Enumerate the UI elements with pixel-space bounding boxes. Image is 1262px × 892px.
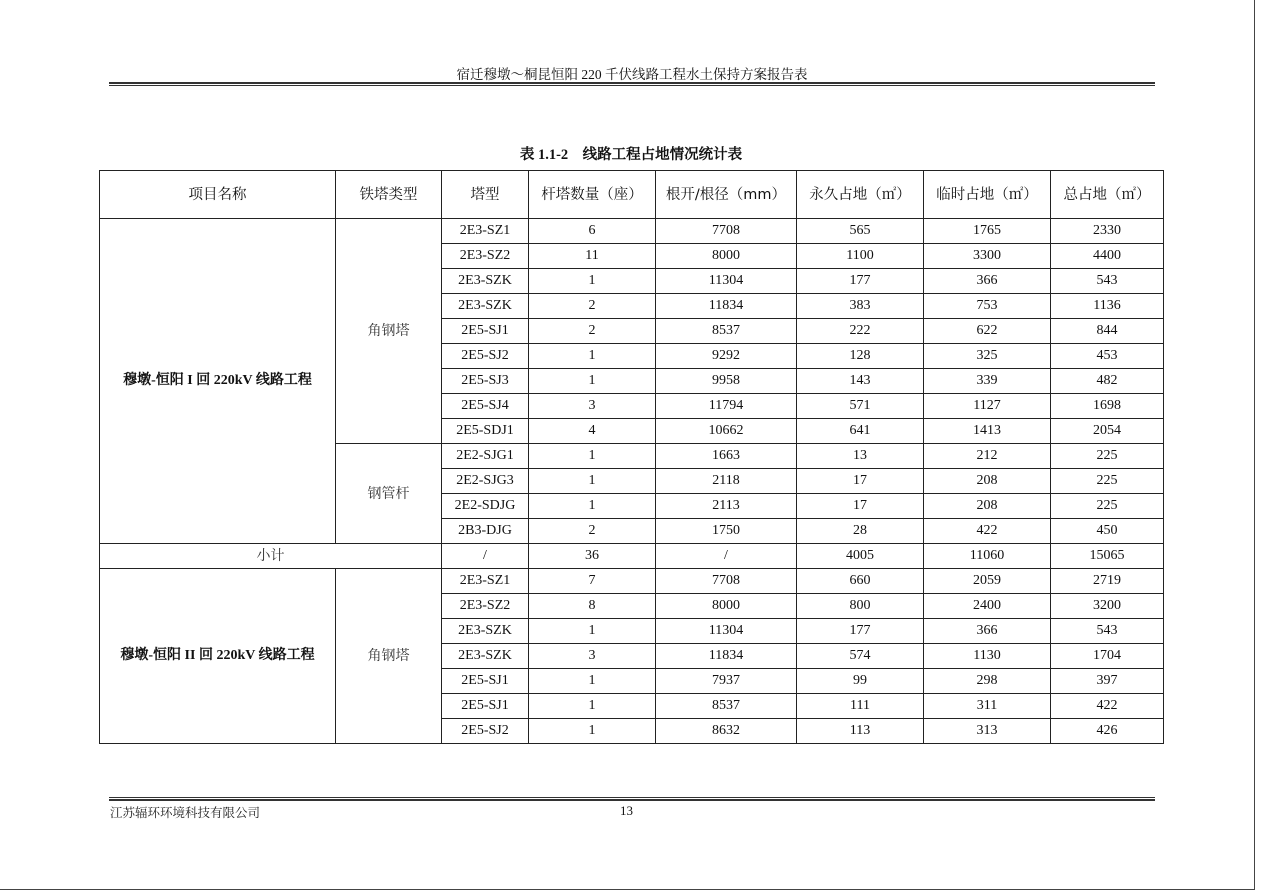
table-cell: 1750 (656, 519, 797, 544)
table-cell: 2E5-SJ3 (442, 369, 529, 394)
table-cell: 844 (1051, 319, 1164, 344)
table-cell: 1 (529, 444, 656, 469)
table-cell: 208 (924, 494, 1051, 519)
column-header: 永久占地（㎡） (797, 171, 924, 219)
table-cell: 1413 (924, 419, 1051, 444)
subtotal-cell: 36 (529, 544, 656, 569)
table-cell: 2E3-SZK (442, 294, 529, 319)
table-cell: 426 (1051, 719, 1164, 744)
table-cell: 3 (529, 644, 656, 669)
table-cell: 543 (1051, 269, 1164, 294)
table-cell: 1136 (1051, 294, 1164, 319)
table-cell: 111 (797, 694, 924, 719)
table-cell: 28 (797, 519, 924, 544)
table-cell: 622 (924, 319, 1051, 344)
table-cell: 397 (1051, 669, 1164, 694)
table-cell: 325 (924, 344, 1051, 369)
table-cell: 2E5-SJ2 (442, 344, 529, 369)
table-cell: 313 (924, 719, 1051, 744)
table-cell: 9292 (656, 344, 797, 369)
table-cell: 8537 (656, 319, 797, 344)
table-cell: 17 (797, 469, 924, 494)
table-cell: 225 (1051, 444, 1164, 469)
table-cell: 1663 (656, 444, 797, 469)
tower-type-cell: 钢管杆 (336, 444, 442, 544)
table-cell: 2E3-SZ2 (442, 594, 529, 619)
table-cell: 7 (529, 569, 656, 594)
table-cell: 11304 (656, 269, 797, 294)
table-cell: 1 (529, 369, 656, 394)
table-cell: 2E2-SDJG (442, 494, 529, 519)
column-header: 总占地（㎡） (1051, 171, 1164, 219)
table-cell: 1 (529, 269, 656, 294)
table-cell: 339 (924, 369, 1051, 394)
header-rule (109, 82, 1155, 86)
table-cell: 13 (797, 444, 924, 469)
table-cell: 1130 (924, 644, 1051, 669)
column-header: 塔型 (442, 171, 529, 219)
table-cell: 453 (1051, 344, 1164, 369)
table-cell: 543 (1051, 619, 1164, 644)
table-cell: 1 (529, 719, 656, 744)
table-cell: 11834 (656, 644, 797, 669)
table-cell: 1704 (1051, 644, 1164, 669)
table-cell: 1 (529, 694, 656, 719)
table-cell: 2E3-SZ1 (442, 219, 529, 244)
header-title: 宿迁穆墩～桐昆恒阳 220 千伏线路工程水土保持方案报告表 (456, 67, 808, 82)
table-cell: 2E5-SJ1 (442, 694, 529, 719)
table-row (100, 219, 1164, 244)
table-cell: 99 (797, 669, 924, 694)
table-cell: 1 (529, 619, 656, 644)
table-cell: 177 (797, 619, 924, 644)
table-cell: 225 (1051, 494, 1164, 519)
table-cell: 1100 (797, 244, 924, 269)
table-cell: 177 (797, 269, 924, 294)
table-cell: 8000 (656, 244, 797, 269)
table-cell: 2059 (924, 569, 1051, 594)
table-cell: 4400 (1051, 244, 1164, 269)
table-cell: 6 (529, 219, 656, 244)
subtotal-cell: / (656, 544, 797, 569)
table-cell: 1 (529, 494, 656, 519)
table-cell: 8000 (656, 594, 797, 619)
table-cell: 482 (1051, 369, 1164, 394)
table-cell: 366 (924, 269, 1051, 294)
table-cell: 383 (797, 294, 924, 319)
table-caption: 表 1.1-2 线路工程占地情况统计表 (519, 147, 743, 163)
table-cell: 10662 (656, 419, 797, 444)
table-cell: 2E5-SJ1 (442, 319, 529, 344)
table-cell: 17 (797, 494, 924, 519)
table-cell: 2E3-SZ2 (442, 244, 529, 269)
table-cell: 450 (1051, 519, 1164, 544)
table-cell: 2E3-SZK (442, 644, 529, 669)
table-cell: 2 (529, 319, 656, 344)
table-cell: 2400 (924, 594, 1051, 619)
footer-company: 江苏辐环环境科技有限公司 (110, 805, 261, 820)
project-name-cell: 穆墩-恒阳 I 回 220kV 线路工程 (100, 219, 336, 544)
table-cell: 7708 (656, 569, 797, 594)
subtotal-cell: / (442, 544, 529, 569)
page-number: 13 (620, 803, 633, 818)
table-cell: 2719 (1051, 569, 1164, 594)
table-cell: 2 (529, 519, 656, 544)
table-cell: 1 (529, 669, 656, 694)
table-cell: 2E3-SZK (442, 619, 529, 644)
table-cell: 574 (797, 644, 924, 669)
subtotal-label: 小计 (100, 544, 442, 569)
table-cell: 2E2-SJG1 (442, 444, 529, 469)
table-row (100, 569, 1164, 594)
table-cell: 1 (529, 344, 656, 369)
land-use-table (99, 170, 1164, 744)
table-cell: 641 (797, 419, 924, 444)
column-header: 根开/根径（mm） (656, 171, 797, 219)
subtotal-cell: 11060 (924, 544, 1051, 569)
table-cell: 2 (529, 294, 656, 319)
table-cell: 11834 (656, 294, 797, 319)
table-cell: 311 (924, 694, 1051, 719)
table-cell: 11 (529, 244, 656, 269)
column-header: 临时占地（㎡） (924, 171, 1051, 219)
table-cell: 422 (1051, 694, 1164, 719)
table-cell: 212 (924, 444, 1051, 469)
table-cell: 660 (797, 569, 924, 594)
footer-rule (109, 797, 1155, 801)
table-cell: 222 (797, 319, 924, 344)
table-cell: 2118 (656, 469, 797, 494)
table-cell: 128 (797, 344, 924, 369)
table-cell: 3200 (1051, 594, 1164, 619)
table-cell: 4 (529, 419, 656, 444)
table-cell: 143 (797, 369, 924, 394)
table-cell: 8632 (656, 719, 797, 744)
table-cell: 2E3-SZK (442, 269, 529, 294)
table-cell: 9958 (656, 369, 797, 394)
table-body (100, 219, 1164, 744)
table-cell: 225 (1051, 469, 1164, 494)
column-header: 杆塔数量（座） (529, 171, 656, 219)
table-cell: 1765 (924, 219, 1051, 244)
column-header: 项目名称 (100, 171, 336, 219)
table-cell: 208 (924, 469, 1051, 494)
table-cell: 2E3-SZ1 (442, 569, 529, 594)
table-cell: 3300 (924, 244, 1051, 269)
table-cell: 2E2-SJG3 (442, 469, 529, 494)
subtotal-cell: 4005 (797, 544, 924, 569)
table-cell: 2E5-SJ4 (442, 394, 529, 419)
project-name-cell: 穆墩-恒阳 II 回 220kV 线路工程 (100, 569, 336, 744)
table-cell: 3 (529, 394, 656, 419)
table-cell: 11304 (656, 619, 797, 644)
table-cell: 2E5-SDJ1 (442, 419, 529, 444)
subtotal-cell: 15065 (1051, 544, 1164, 569)
table-cell: 571 (797, 394, 924, 419)
table-cell: 298 (924, 669, 1051, 694)
table-cell: 2E5-SJ1 (442, 669, 529, 694)
table-cell: 1127 (924, 394, 1051, 419)
table-cell: 2330 (1051, 219, 1164, 244)
table-cell: 366 (924, 619, 1051, 644)
table-cell: 7708 (656, 219, 797, 244)
table-cell: 7937 (656, 669, 797, 694)
table-cell: 753 (924, 294, 1051, 319)
table-cell: 8537 (656, 694, 797, 719)
table-cell: 1698 (1051, 394, 1164, 419)
table-cell: 565 (797, 219, 924, 244)
table-cell: 2054 (1051, 419, 1164, 444)
table-cell: 113 (797, 719, 924, 744)
table-header-row (100, 171, 1164, 219)
table-cell: 2E5-SJ2 (442, 719, 529, 744)
table-cell: 1 (529, 469, 656, 494)
table-cell: 2113 (656, 494, 797, 519)
tower-type-cell: 角钢塔 (336, 219, 442, 444)
table-cell: 11794 (656, 394, 797, 419)
table-cell: 2B3-DJG (442, 519, 529, 544)
column-header: 铁塔类型 (336, 171, 442, 219)
tower-type-cell: 角钢塔 (336, 569, 442, 744)
table-cell: 800 (797, 594, 924, 619)
table-cell: 8 (529, 594, 656, 619)
table-cell: 422 (924, 519, 1051, 544)
subtotal-row (100, 544, 1164, 569)
